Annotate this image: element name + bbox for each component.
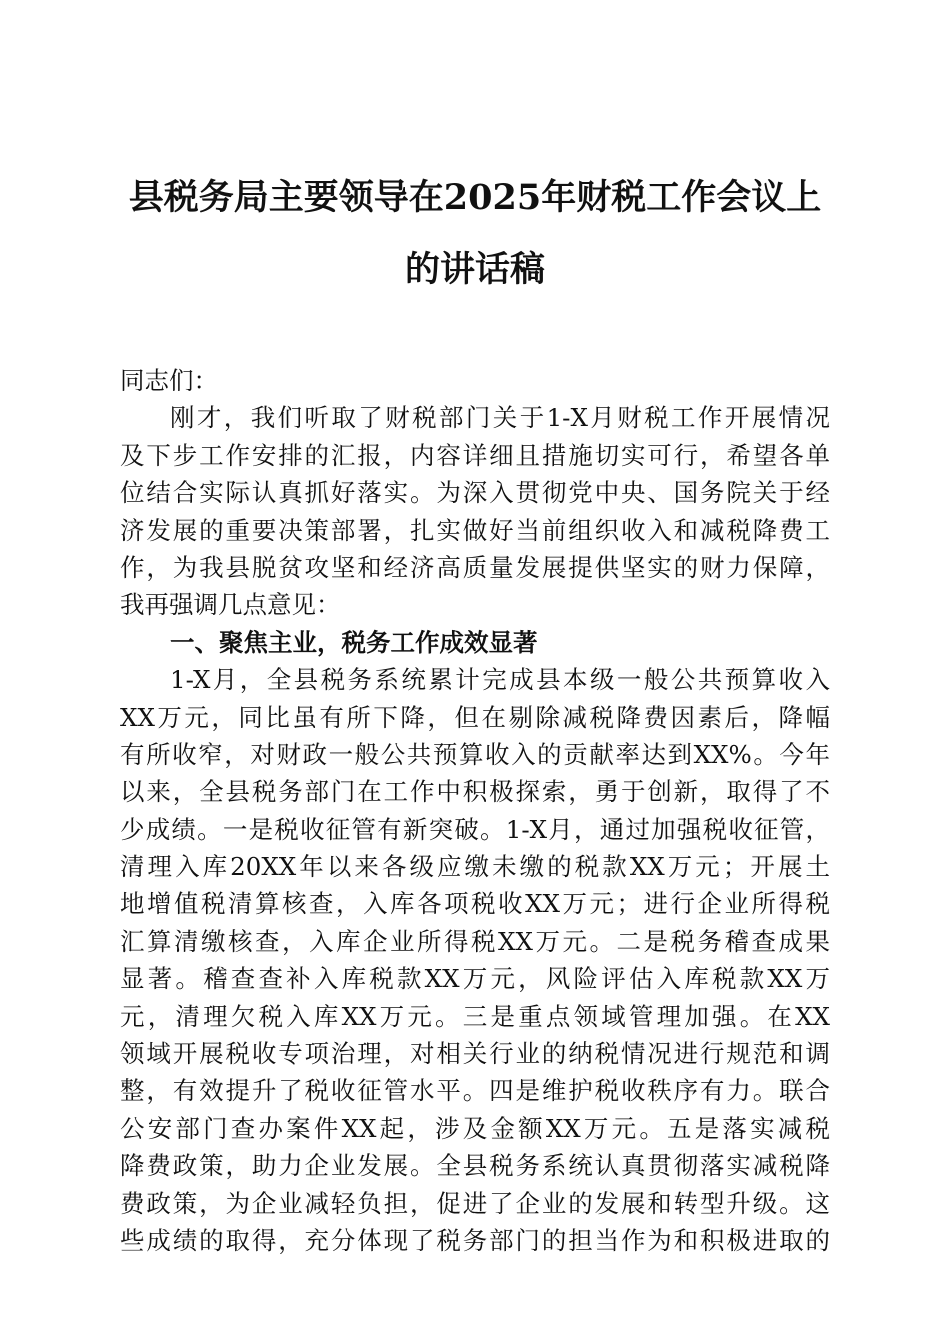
intro-paragraph-line: 刚才，我们听取了财税部门关于1-X月财税工作开展情况 (170, 403, 830, 433)
section-paragraph-line: 少成绩。一是税收征管有新突破。1-X月，通过加强税收征管， (120, 814, 830, 844)
intro-paragraph-line: 我再强调几点意见： (120, 590, 341, 620)
intro-paragraph-line: 作，为我县脱贫攻坚和经济高质量发展提供坚实的财力保障， (120, 552, 830, 582)
document-body (120, 362, 830, 1259)
section-paragraph-line: 公安部门查办案件XX起，涉及金额XX万元。五是落实减税 (120, 1113, 830, 1143)
intro-paragraph-line: 位结合实际认真抓好落实。为深入贯彻党中央、国务院关于经 (120, 478, 830, 508)
section-paragraph-line: 领域开展税收专项治理，对相关行业的纳税情况进行规范和调 (120, 1039, 830, 1069)
section-paragraph-line: 清理入库20XX年以来各级应缴未缴的税款XX万元；开展土 (120, 852, 830, 882)
intro-paragraph-line: 济发展的重要决策部署，扎实做好当前组织收入和减税降费工 (120, 515, 830, 545)
section-heading: 一、聚焦主业，税务工作成效显著 (170, 627, 538, 657)
section-paragraph-line: 整，有效提升了税收征管水平。四是维护税收秩序有力。联合 (120, 1076, 830, 1106)
document-title (100, 162, 850, 306)
section-paragraph-line: XX万元，同比虽有所下降，但在剔除减税降费因素后，降幅 (120, 702, 830, 732)
section-paragraph-line: 降费政策，助力企业发展。全县税务系统认真贯彻落实减税降 (120, 1151, 830, 1181)
section-paragraph-line: 有所收窄，对财政一般公共预算收入的贡献率达到XX%。今年 (120, 739, 830, 769)
section-paragraph-line: 以来，全县税务部门在工作中积极探索，勇于创新，取得了不 (120, 777, 830, 807)
section-paragraph-line: 些成绩的取得，充分体现了税务部门的担当作为和积极进取的 (120, 1225, 830, 1255)
intro-paragraph-line: 及下步工作安排的汇报，内容详细且措施切实可行，希望各单 (120, 440, 830, 470)
section-paragraph-line: 地增值税清算核查，入库各项税收XX万元；进行企业所得税 (120, 889, 830, 919)
salutation: 同志们： (120, 366, 218, 395)
section-paragraph-line: 元，清理欠税入库XX万元。三是重点领域管理加强。在XX (120, 1001, 830, 1031)
title-line: 县税务局主要领导在2025年财税工作会议上 (128, 177, 822, 218)
section-paragraph-line: 显著。稽查查补入库税款XX万元，风险评估入库税款XX万 (120, 964, 830, 994)
section-paragraph-line: 汇算清缴核查，入库企业所得税XX万元。二是税务稽查成果 (120, 926, 830, 956)
title-line: 的讲话稿 (404, 249, 545, 290)
section-paragraph-line: 1-X月，全县税务系统累计完成县本级一般公共预算收入 (170, 665, 830, 695)
section-paragraph-line: 费政策，为企业减轻负担，促进了企业的发展和转型升级。这 (120, 1188, 830, 1218)
